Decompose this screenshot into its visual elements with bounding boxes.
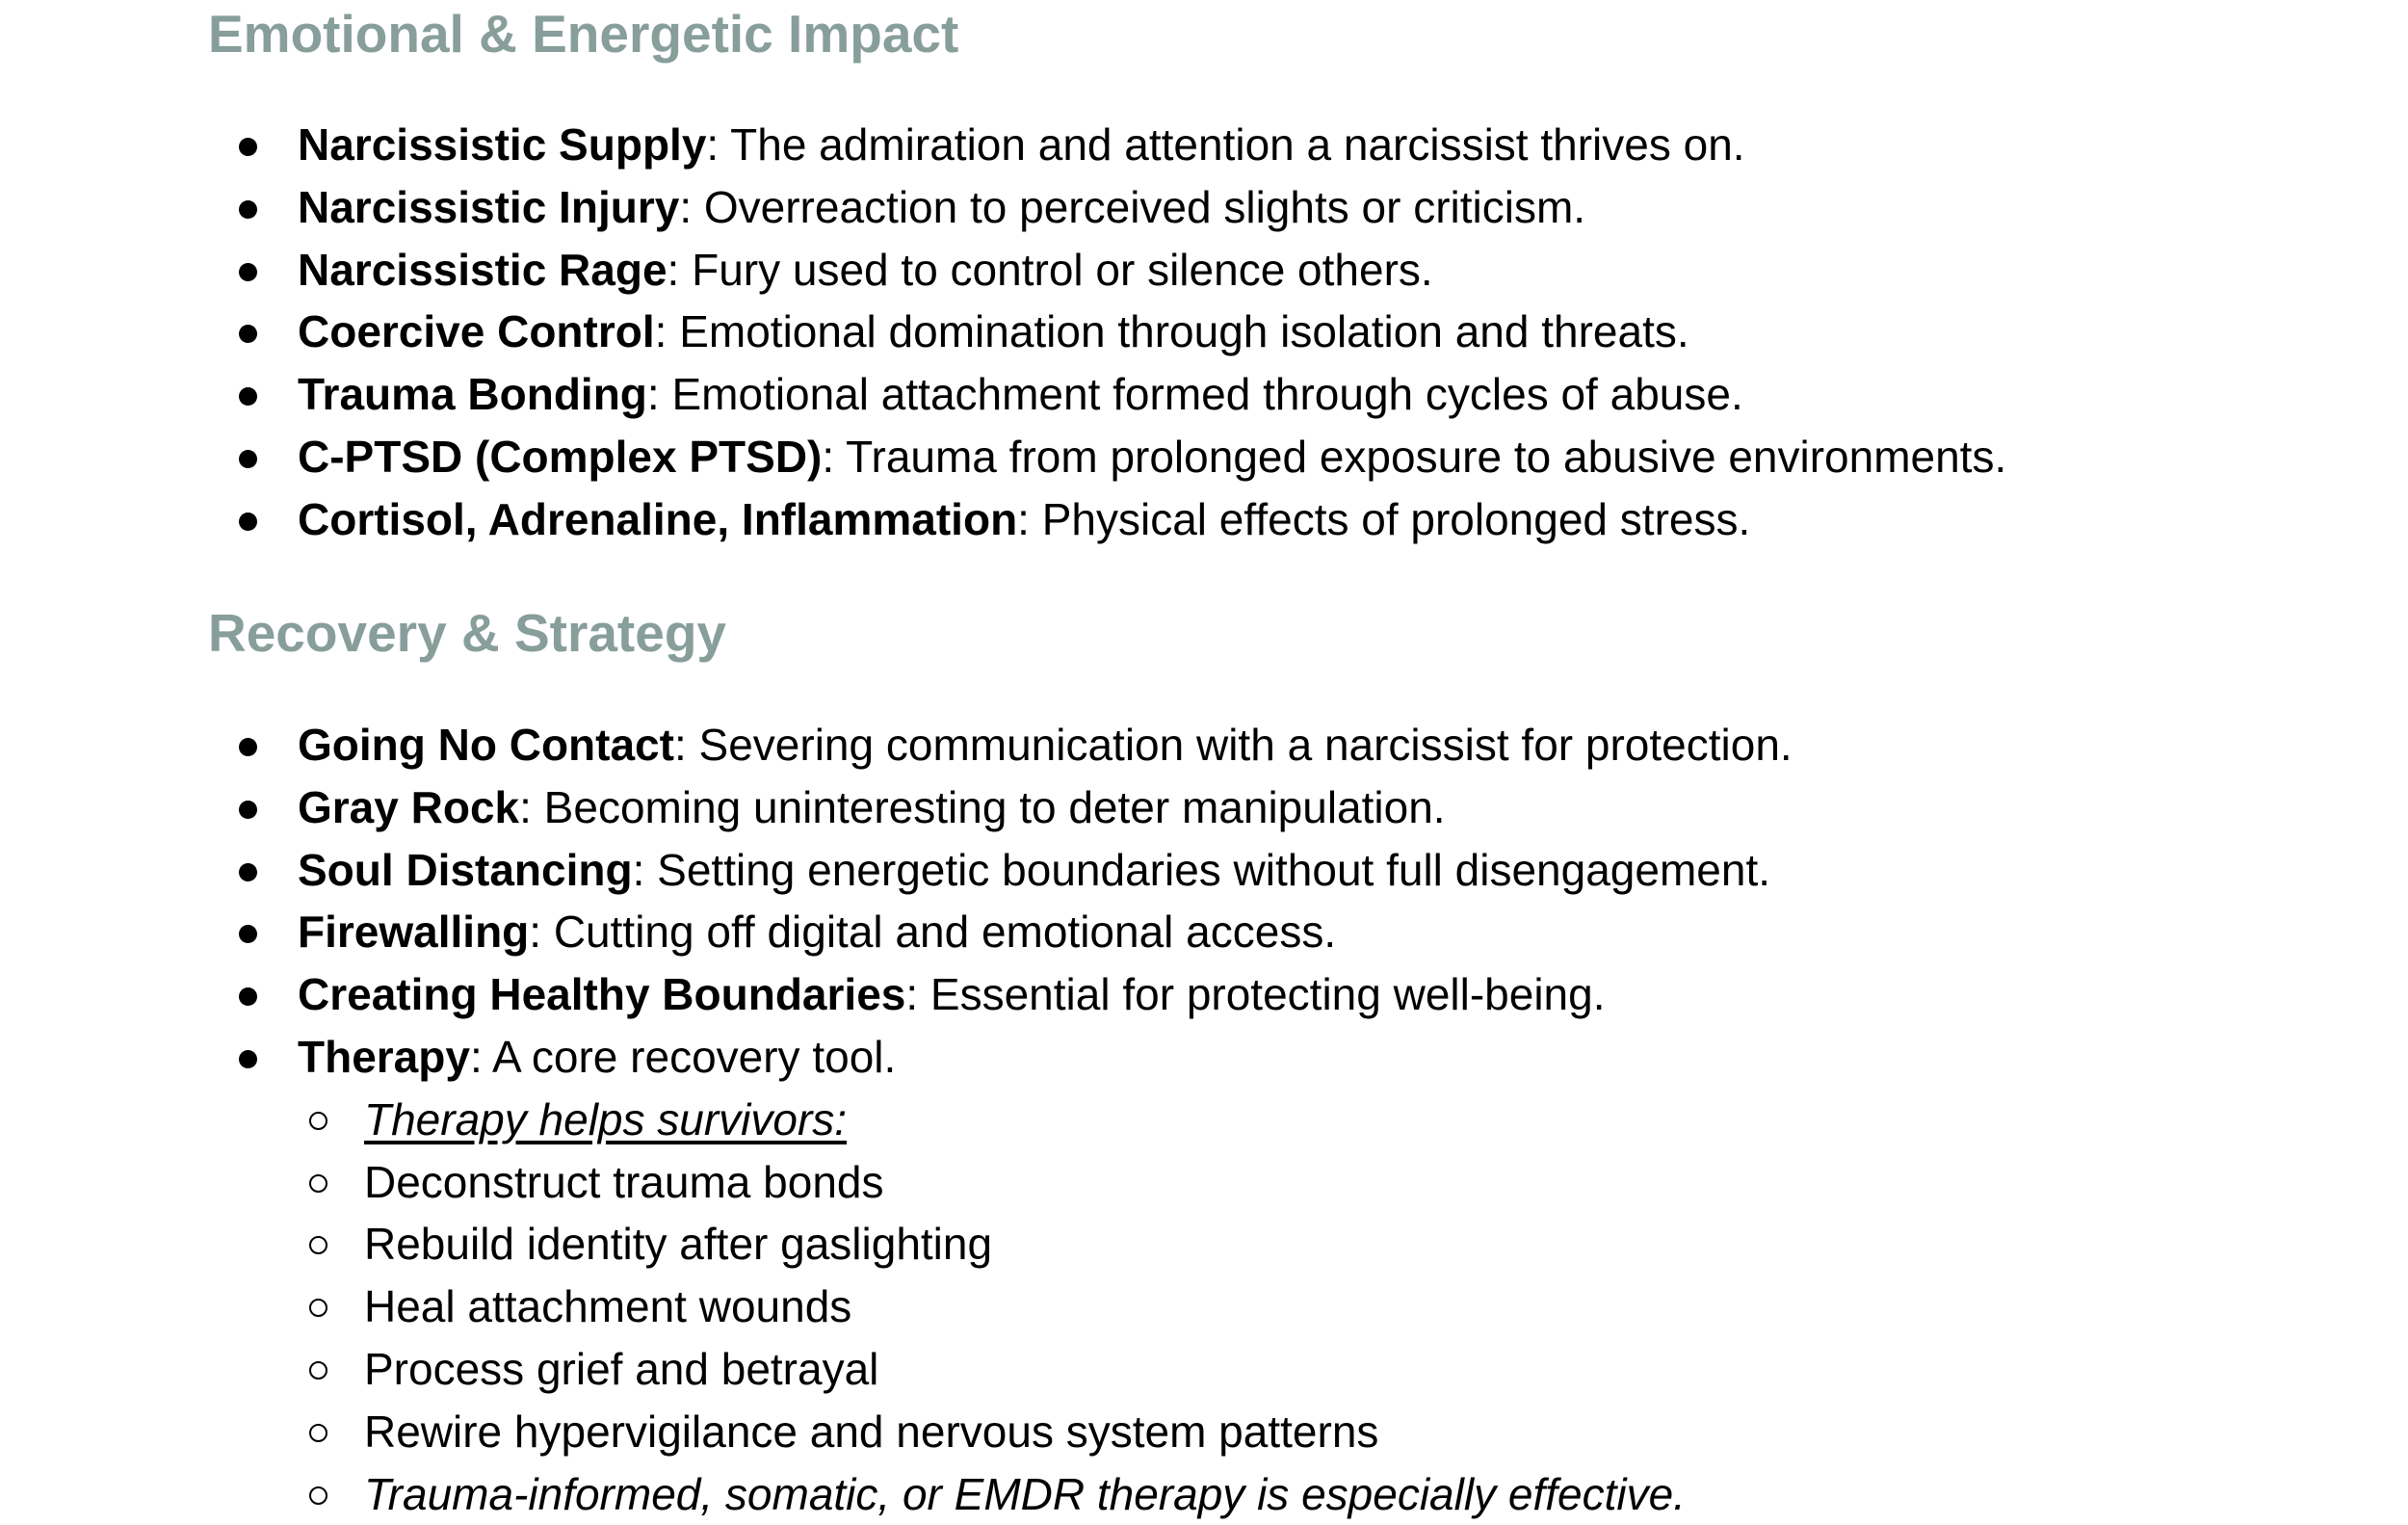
bullet-icon <box>239 513 257 531</box>
term: Therapy <box>298 1031 470 1082</box>
definition: : Setting energetic boundaries without full disengagement. <box>632 844 1771 895</box>
bullet-icon <box>239 863 257 881</box>
definition: : Emotional attachment formed through cycles of abuse. <box>646 369 1743 420</box>
term: Going No Contact <box>298 720 674 770</box>
definition: : Fury used to control or silence others. <box>667 244 1433 295</box>
term: Trauma Bonding <box>298 369 647 420</box>
bullet-icon <box>239 1050 257 1068</box>
term: Coercive Control <box>298 306 655 357</box>
term: C-PTSD (Complex PTSD) <box>298 431 823 482</box>
definition: : Cutting off digital and emotional access. <box>529 907 1337 958</box>
term: Soul Distancing <box>298 844 633 895</box>
hollow-bullet-icon <box>309 1174 327 1193</box>
sub-list-text: Deconstruct trauma bonds <box>364 1156 884 1207</box>
term: Narcissistic Rage <box>298 244 667 295</box>
bullet-icon <box>239 200 257 219</box>
definition: : Emotional domination through isolation and threats. <box>654 306 1689 357</box>
sub-list-text: Process grief and betrayal <box>364 1343 879 1394</box>
hollow-bullet-icon <box>309 1236 327 1254</box>
section-heading-emotional-impact: Emotional & Energetic Impact <box>208 4 959 64</box>
definition: : A core recovery tool. <box>469 1031 897 1082</box>
sub-list-heading: Therapy helps survivors: <box>364 1093 848 1144</box>
hollow-bullet-icon <box>309 1112 327 1130</box>
bullet-icon <box>239 387 257 406</box>
definition: : Overreaction to perceived slights or criticism. <box>679 181 1586 232</box>
hollow-bullet-icon <box>309 1361 327 1380</box>
sub-list-note: Trauma-informed, somatic, or EMDR therapy is especially effective. <box>364 1468 1686 1519</box>
term: Creating Healthy Boundaries <box>298 969 906 1020</box>
bullet-icon <box>239 325 257 343</box>
term: Narcissistic Supply <box>298 119 707 170</box>
bullet-icon <box>239 450 257 468</box>
hollow-bullet-icon <box>309 1299 327 1317</box>
hollow-bullet-icon <box>309 1424 327 1442</box>
term: Cortisol, Adrenaline, Inflammation <box>298 493 1018 544</box>
sub-list-text: Rewire hypervigilance and nervous system patterns <box>364 1406 1379 1457</box>
hollow-bullet-icon <box>309 1486 327 1505</box>
bullet-icon <box>239 801 257 819</box>
section-heading-recovery-strategy: Recovery & Strategy <box>208 603 727 663</box>
definition: : The admiration and attention a narcissist thrives on. <box>706 119 1745 170</box>
bullet-icon <box>239 263 257 281</box>
bullet-icon <box>239 138 257 156</box>
sub-list-text: Rebuild identity after gaslighting <box>364 1219 993 1270</box>
bullet-icon <box>239 738 257 756</box>
bullet-icon <box>239 987 257 1006</box>
definition: : Essential for protecting well-being. <box>905 969 1606 1020</box>
definition: : Severing communication with a narcissist for protection. <box>673 720 1793 770</box>
definition: : Trauma from prolonged exposure to abusive environments. <box>822 431 2007 482</box>
sub-list-text: Heal attachment wounds <box>364 1281 852 1332</box>
definition: : Becoming uninteresting to deter manipulation. <box>519 781 1446 832</box>
definition: : Physical effects of prolonged stress. <box>1017 493 1751 544</box>
term: Gray Rock <box>298 781 520 832</box>
bullet-icon <box>239 925 257 943</box>
term: Narcissistic Injury <box>298 181 680 232</box>
term: Firewalling <box>298 907 530 958</box>
